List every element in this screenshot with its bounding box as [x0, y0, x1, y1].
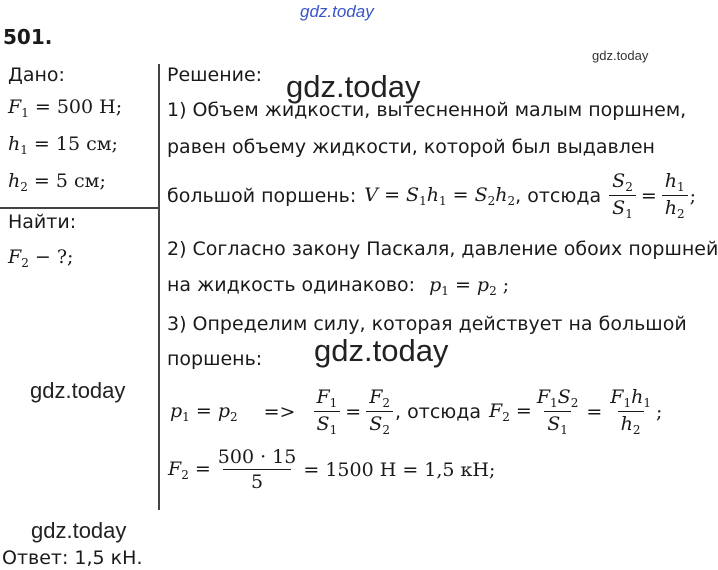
step3-otsyuda: , отсюда	[395, 400, 482, 423]
pressure-equality: $p_1 = p_2$ ;	[429, 274, 510, 298]
given-h2: $h_2 = 5$ см;	[8, 170, 106, 194]
watermark-left: gdz.today	[30, 378, 126, 403]
answer: Ответ: 1,5 кН.	[2, 547, 143, 569]
given-title: Дано:	[8, 64, 65, 86]
calculation: $F_2$ = $\frac{500 \cdot 15}{5}$ = 1500 Н = 1,5 кН;	[168, 446, 496, 493]
horizontal-divider	[0, 207, 158, 209]
find-title: Найти:	[8, 211, 77, 233]
volume-formula: $V = S_1h_1 = S_2h_2$	[364, 183, 516, 208]
find-f2: $F_2$ − ?;	[8, 246, 74, 270]
step2-line2	[167, 276, 509, 297]
step1-line1: 1) Объем жидкости, вытесненной малым поршнем,	[167, 99, 687, 121]
step3-line2: поршень:	[167, 348, 263, 370]
force-equation: $p_1 = p_2$ => $\frac{F_1}{S_1}$ = $\frac{F_2}{S_2}$ , отсюда $F_2$ = $\frac{F_1S_2}{S_1}$ = $\frac{F_1h_1}{h_2}$ ;	[170, 386, 663, 437]
step1-otsyuda: , отсюда	[515, 184, 602, 207]
step1-line3	[167, 172, 696, 220]
step2-line2-text: на жидкость одинаково:	[167, 274, 416, 296]
given-h1: $h_1 = 15$ см;	[8, 133, 118, 157]
given-f1: $F_1 = 500$ Н;	[8, 96, 123, 120]
vertical-divider	[158, 64, 160, 510]
watermark-header-right: gdz.today	[592, 48, 649, 63]
watermark-main: gdz.today	[286, 69, 421, 104]
problem-number: 501.	[3, 25, 53, 49]
calc-numerator: 500 · 15	[217, 446, 297, 468]
implies-arrow: =>	[263, 400, 296, 423]
step3-line1: 3) Определим силу, которая действует на большой	[167, 313, 687, 335]
watermark-middle: gdz.today	[314, 333, 449, 368]
watermark-bottom: gdz.today	[31, 518, 127, 543]
calc-denominator: 5	[223, 469, 291, 492]
step1-line3-text: большой поршень:	[167, 184, 357, 207]
step1-line2: равен объему жидкости, которой был выдавлен	[167, 136, 655, 158]
step2-line1: 2) Согласно закону Паскаля, давление обоих поршней	[167, 238, 718, 260]
area-ratio-formula: $\frac{S_2}{S_1}$ = $\frac{h_1}{h_2}$ ;	[607, 172, 696, 220]
watermark-top: gdz.today	[300, 2, 374, 21]
calc-result: = 1500 Н = 1,5 кН;	[303, 458, 496, 481]
solution-title: Решение:	[167, 64, 263, 86]
